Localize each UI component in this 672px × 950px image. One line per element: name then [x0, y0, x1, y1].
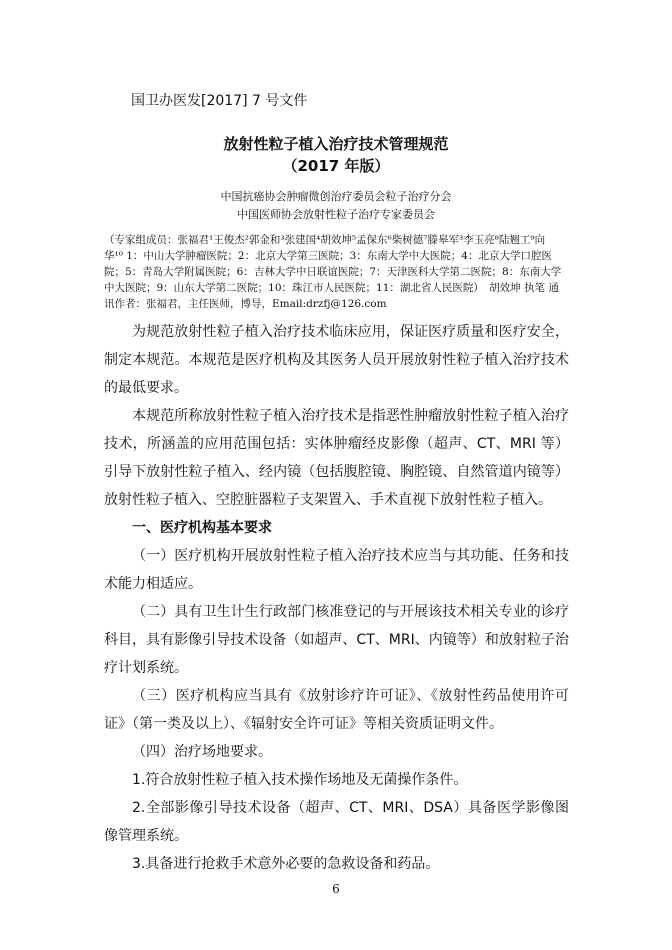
item-1: [104, 766, 569, 794]
paragraph: 3.具备进行抢救手术意外必要的急救设备和药品。: [132, 856, 440, 872]
section-heading: [104, 514, 569, 542]
clause-1: [104, 542, 569, 598]
intro-paragraph-2: [104, 402, 569, 514]
document-reference: 国卫办医发[2017] 7 号文件: [131, 93, 308, 109]
paragraph: 为规范放射性粒子植入治疗技术临床应用，保证医疗质量和医疗安全，制定本规范。本规范是医疗机构及其医务人员开展放射性粒子植入治疗技术的最低要求。: [104, 324, 569, 396]
document-subtitle: （2017 年版）: [282, 157, 390, 175]
page-number: 6: [332, 882, 340, 896]
organization-line-2: 中国医师协会放射性粒子治疗专家委员会: [237, 208, 435, 221]
intro-paragraph-1: [104, 318, 569, 402]
clause-3: [104, 682, 569, 738]
clause-2: [104, 598, 569, 682]
paragraph: 1.符合放射性粒子植入技术操作场地及无菌操作条件。: [132, 772, 468, 788]
paragraph: （四）治疗场地要求。: [132, 744, 272, 760]
item-3: [104, 850, 569, 878]
paragraph: 本规范所称放射性粒子植入治疗技术是指恶性肿瘤放射性粒子植入治疗技术，所涵盖的应用范围包括：实体肿瘤经皮影像（超声、CT、MRI 等）引导下放射性粒子植入、经内镜（包括腹腔镜、胸腔镜、自然管道内镜等）放射性粒子植入、空腔脏器粒子支架置入、手术直视下放射性粒子植入。: [104, 408, 569, 508]
paragraph: （三）医疗机构应当具有《放射诊疗许可证》、《放射性药品使用许可证》（第一类及以上）、《辐射安全许可证》等相关资质证明文件。: [104, 688, 569, 732]
heading: 一、医疗机构基本要求: [132, 520, 272, 536]
document-title: 放射性粒子植入治疗技术管理规范: [223, 135, 449, 153]
paragraph: 2.全部影像引导技术设备（超声、CT、MRI、DSA）具备医学影像图像管理系统。: [104, 800, 569, 844]
author-list: （专家组成员：张福君¹王俊杰²郭金和³张建国⁴胡效坤⁵孟保东⁶柴树德⁷滕皋军³李玉亮⁸陆翘工⁹向 华¹⁰ 1：中山大学肿瘤医院；2：北京大学第三医院；3：东南大学中大医院；4：北京大学口腔医院；5：青岛大学附属医院；6：吉林大学中日联谊医院；7：天津医科大学第二医院；8：东南大学中大医院；9：山东大学第二医院；10：珠江市人民医院；11：湖北省人民医院） 胡效坤 执笔 通讯作者：张福君，主任医师，博导，Email:drzfj@126.com: [104, 234, 562, 310]
paragraph: （二）具有卫生计生行政部门核准登记的与开展该技术相关专业的诊疗科目，具有影像引导技术设备（如超声、CT、MRI、内镜等）和放射粒子治疗计划系统。: [104, 604, 569, 676]
clause-4: [104, 738, 569, 766]
organization-line-1: 中国抗癌协会肿瘤微创治疗委员会粒子治疗分会: [220, 190, 452, 203]
item-2: [104, 794, 569, 850]
paragraph: （一）医疗机构开展放射性粒子植入治疗技术应当与其功能、任务和技术能力相适应。: [104, 548, 569, 592]
